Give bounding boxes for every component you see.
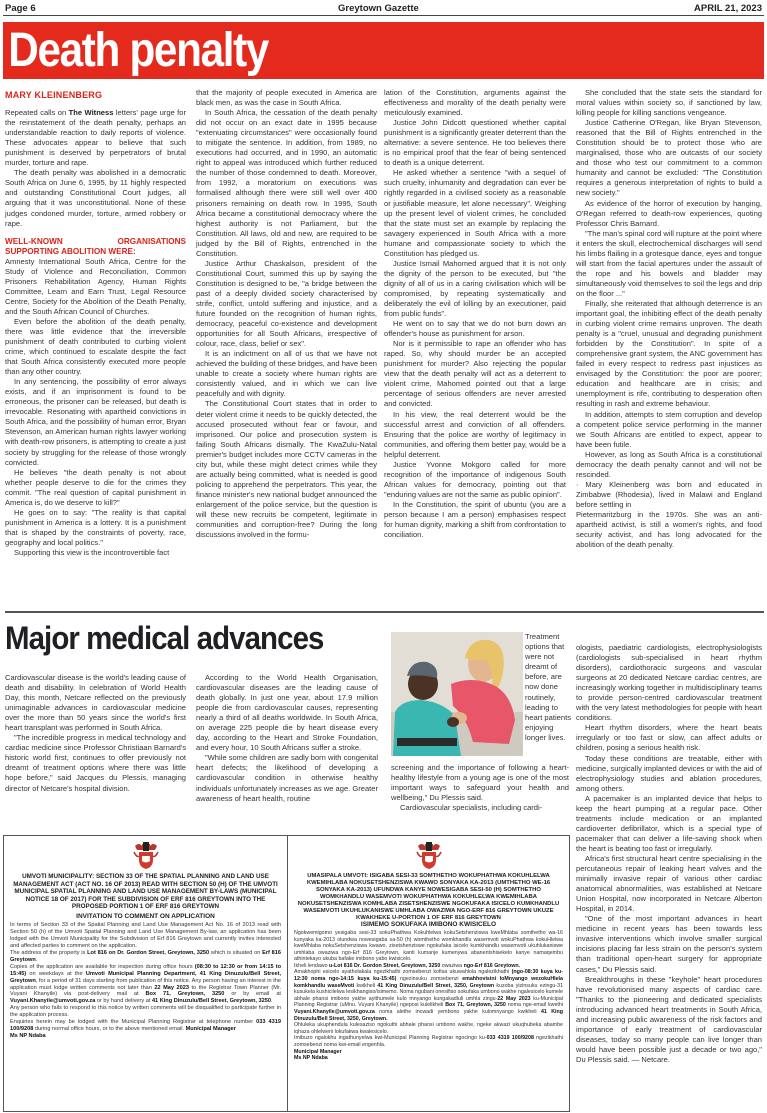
signatory-title: Municipal Manager [185, 1026, 236, 1032]
paragraph: She concluded that the state sets the standard for moral values within society so, if sanctioned by law, killing people for killing sanctions vengeance. [576, 88, 762, 118]
section-divider [5, 611, 764, 613]
paragraph: He went on to say that we do not burn down an offender's house as punishment for arson. [384, 319, 566, 339]
paragraph: Justice Yvonne Mokgoro called for more recognition of the importance of indigenous South African values for democracy, pointing out that "enduring values are not the same as public opinion". [384, 459, 566, 499]
paragraph: In addition, attempts to stem corruption and develop a competent police service performing in the manner we South Africans are entitled to expect, appear to have been futile. [576, 409, 762, 449]
paragraph: Breakthroughs in these "keyhole" heart procedures have revolutionised many aspects of cardiac care. "Thanks to the pioneering and dedicated specialists introducing advanced heart treatments in South Africa, and increasing public awareness of the risk factors and importance of early treatment of cardiovascular diseases, today so many people can live longer than would have been possible just a decade or two ago," Du Plessis said. — Netcare. [576, 974, 762, 1064]
paragraph: screening and the importance of following a heart-healthy lifestyle from a young age is one of the most important ways to safeguard your health and wellbeing," Du Plessis said. [391, 763, 569, 803]
subhead: WELL-KNOWN ORGANISATIONS SUPPORTING ABOLITION WERE: [5, 236, 186, 256]
paragraph: Supporting this view is the incontrovertible fact [14, 547, 170, 557]
paragraph: As evidence of the horror of execution by hanging, O'Regan referred to death-row experiences, quoting Professor Chris Barnard. [576, 198, 762, 228]
headline-major-medical-advances: Major medical advances [5, 620, 324, 656]
notice-paragraph: In terms of Section 33 of the Spatial Planning and Land Use Management Act No. 16 of 2013 read with Section 50 (h) of the Umvoti Spatial Planning and Land Use Management By-law, an application has been lodged with the Umvoti Municipality for the Subdivision of Erf 816 Greytown and currently invites interested and affected parties to comment on the application. [10, 922, 281, 950]
paragraph: Cardiovascular specialists, including cardi- [400, 803, 543, 813]
paragraph: He asked whether a sentence "with a sequel of such cruelty, inhumanity and degradation can ever be rightly regarded in a civilised society as a reasonable or justifiable measure, let alone necessary". Weighing up the present level of violent crimes, he concluded that the state must set an example by replacing the savagery experienced in South Africa with a more humane and compassionate society to which the Constitution has pledged us. [384, 168, 566, 258]
byline: MARY KLEINENBERG [5, 90, 103, 100]
headline-death-penalty: Death penalty [8, 24, 269, 77]
notice-paragraph: Copies of the application are available for inspection during office hours (08:30 to 12:30 or from 14:15 to 15:45) on weekdays at the Umvoti Municipal Planning Department, 41 King Dinuzulu/Bell Street, Greytown, for a period of 31 days starting from publication of this notice. Any person having an interest in the application must lodge written comments not later than 22 May 2023 to the Registrar Town Planner (Mr. Vuyani Khanyile) via post-delivery mail at Box 71, Greytown, 3250 or by email at Vuyani.Khanyile@umvoti.gov.za or by hand delivery at 41 King Dinuzulu/Bell Street, Greytown, 3250. [10, 963, 282, 1005]
photo-illustration [391, 632, 523, 756]
paragraph: Justice Arthur Chaskalson, president of the Constitutional Court, summed this up by saying the Constitution is designed to be, "a bridge between the past of a deeply divided society characterised by strife, conflict, untold suffering and injustice, and a future founded on the recognition of human rights, democracy, peaceful co-existence and development opportunities for all South Africans, irrespective of colour, race, class, belief or sex". [196, 258, 377, 349]
photo-nurse-and-patient [391, 632, 523, 756]
notice-title: UMASIPALA UMVOTI: ISIGABA SESI-33 SOMTHETHO WOKUPHATHWA KOKUHLELWA KWEMIHLABA NOKUSETSHENZISWA KWAWO SONYAKA KA-2013 (UMTHETHO WE-16 SONYAKA KA-2013) UFUNDWA KANYE NOWESIGABA SESI-50 (H) SOMTHETHO WOMKHANDLU WASEMVOTI WOKUPHATHWA KOKUHLELWA KWEMIHLABA NOKUSETSHENZISWA KOMHLABA ZISETSHENZISWE NGOKUFAKA ISICELO KUMKHANDLU WASEMVOTI UKUHLUKANISWE UMHLABA OWAZIWA NGO-ERF 816 GREYTOWN UKUZE KWAKHEKE U-PORTION 1 OF ERF 816 GREYTOWN [297, 873, 560, 921]
paragraph: In South Africa, the cessation of the death penalty did not occur on an exact date in 1995 because "extenuating circumstances" were occasionally found to mitigate the sentence. In addition, from 1989, no executions had occurred, and in 1990, an automatic right to appeal was introduced which further reduced the number of those condemned to death. Moreover, from 1992, a moratorium on executions was formalised although there were still well over 400 prisoners remaining on death row. In 1995, South Africa became a constitutional democracy where the highest authority is not Parliament, but the Constitution. All laws, old and new, are required to be judged by the Bill of Rights, entrenched in the Constitution. [196, 108, 377, 258]
article1-column-3 [384, 88, 566, 540]
municipal-notice-zulu [287, 835, 570, 1112]
signatory-name: Ms NP Ndaba [294, 1055, 328, 1062]
paragraph: Africa's first structural heart centre specialising in the percutaneous repair of leaking heart valves and the minimally invasive repair of various other cardiac anatomical abnormalities, was established at Netcare Union Hospital, now incorporated in Netcare Alberton Hospital, in 2014. [576, 853, 762, 914]
article2-column-1 [5, 673, 186, 794]
notice-subtitle: ISIMEMO SOKUFAKA IMIBONO KWISICELO [360, 921, 497, 928]
paragraph: It is an indictment on all of us that we have not achieved the building of these bridges, and have been unable to create a society where human rights are consistently valued, and in which we can live peacefully and with dignity. [196, 349, 377, 399]
paragraph: Cardiovascular disease is the world's leading cause of death and disability. In celebration of World Health Day, this month, Netcare reflected on the previously unimaginable advances in cardiovascular medicine over the more than 50 years since the world's first heart transplant was performed in South Africa. [5, 673, 186, 733]
paragraph: He believes "the death penalty is not about whether people deserve to die for the crimes they commit. "The real question of capital punishment in America is, do we deserve to kill?" [5, 467, 186, 507]
article1-column-4 [576, 88, 762, 550]
paragraph: Repeated calls on The Witness letters' page urge for the reinstatement of the death penalty, perhaps an understandable reaction to daily reports of violence. These advocates appear to believe that such punishment is deserved by perpetrators of brutal murder, torture and rape. [5, 108, 186, 168]
notice-paragraph: Ngokwemigomo yesigaba sesi-33 sokuPhathwa Kokuhlelwa kokuSetshenziswa kweMhlaba somthetho wa-16 kunyaka ka-2013 olundwa nowesigaba sa-50 (h) womthetho womkhandlu wasemvoti wokuPhathwa kokuHlelwa kweMhlaba nokuSetshenziswa kwawo, zisetshenziswe ngokufaka isicelo kumkhandlu wasemvoti ukuhlukaniswe umhlaba owaziwa ngo-Erf 816 Greytown, kanti kumanje kumenywa abanentshisekelo kanye namaqembu athintekayo ukuba bafake imibono yabo kwisicelo. [294, 929, 563, 963]
notice-paragraph: Enquiries herein may be lodged with the Municipal Planning Registrar at telephone number 033 4319 100/9208 during normal office hours, or to the above mentioned email. Municipal Manager [10, 1019, 281, 1032]
notice-body [294, 930, 563, 1062]
article2-column-4 [576, 643, 762, 1065]
paragraph: The death penalty was abolished in a democratic South Africa on June 6, 1995, by 11 highly respected and outstanding Constitutional Court judges, all arguing that it was unconstitutional. None of these judges condoned murder, torture, armed robbery or rape. [5, 168, 186, 228]
headline-banner [3, 22, 764, 79]
paragraph: Finally, she reiterated that although deterrence is an important goal, the inhibiting effect of the death penalty in curbing violent crime remains unproven. The death penalty is a "cruel, unusual and degrading punishment forbidden by the Constitution". In spite of a comprehensive grant system, the ANC government has failed in every respect to redress past injustices as envisaged by the Constitution: the poor are poorer; education and healthcare are in crisis; and unemployment is rife, contributing to desperation often resulting in rash and extreme behaviour. [576, 298, 762, 409]
email-link[interactable]: Vuyani.Khanyile@umvoti.gov.za [294, 1009, 375, 1016]
paragraph: Heart rhythm disorders, where the heart beats irregularly or too fast or slow, can affect adults or children, posing a serious health risk. [576, 723, 762, 753]
paragraph: According to the World Health Organisation, cardiovascular diseases are the leading cause of death globally. In just one year, about 17.9 million people die from cardiovascular causes, representing nearly a third of all deaths worldwide. In South Africa, on average 225 people die by heart disease every day, according to the Heart and Stroke Foundation, and every hour, 10 South Africans suffer a stroke. [196, 673, 378, 753]
page-number: Page 6 [5, 3, 36, 14]
paragraph: In any sentencing, the possibility of error always exists, and if an imprisonment is found to be erroneous, the prisoner can be released, but death is irrevocable. Resonating with apartheid convictions in South Africa, and the possibility of human error, Bryan Stevenson, an American human rights lawyer working with death-row prisoners, is attempting to create a just society by struggling for the release of those wrongly convicted. [5, 377, 186, 467]
paragraph: "While some children are sadly born with congenital heart defects; the likelihood of developing a cardiovascular condition in otherwise healthy individuals unfortunately increases as we age. Greater awareness of heart health, routine [196, 753, 378, 803]
issue-date: APRIL 21, 2023 [694, 3, 762, 14]
paragraph: Justice Ismail Mahomed argued that it is not only the dignity of the person to be executed, but "the dignity of all of us in a caring civilisation which will be compromised, by repeating systematically and deliberately the evil of killing by an executioner, paid from public funds". [384, 258, 566, 319]
notice-paragraph: The address of the property is Lot 816 on Dr. Gordon Street, Greytown, 3250 which is situated on Erf 816 Greytown. [10, 950, 281, 963]
notice-paragraph: Ohluleka ukuphendula kulesaziso ngokuthi abhale phansi umbono wakhe, ngeke akwazi ukuqhubeka abambe iqhaza ohlelweni lokufakwa kwalesicelo. [294, 1022, 563, 1035]
signatory-title: Municipal Manager [294, 1048, 342, 1055]
email-link[interactable]: Vuyani.Khanyile@umvoti.gov.za [10, 998, 96, 1005]
paragraph: Even before the abolition of the death penalty, there was little evidence that the irreversible punishment of death contributed to curbing violent crime, which continued to escalate despite the fact that South Africa consistently executed more people than any other country. [5, 316, 186, 377]
author-bio: · Mary Kleinenberg was born and educated in Zimbabwe (Rhodesia), lived in Malawi and England before settling in [576, 479, 762, 509]
paragraph: However, as long as South Africa is a constitutional democracy the death penalty cannot and will not be rescinded. [576, 449, 762, 479]
author-bio: Pietermaritzburg in the 1970s. She was an anti-apartheid activist, is still a women's rights, and food security activist, and has long advocated for the abolition of the death penalty. [576, 509, 762, 550]
notice-paragraph: Imibuzo ngalokhu ingathunyelwa kwi-Municipal Planning Registrar ngocingo ku-033 4319 100/9208 ngezikhathi zomsebenzi noma kwi-email engenhla. [294, 1035, 563, 1048]
publication-name: The Witness [68, 108, 114, 118]
paragraph: "The man's spinal cord will rupture at the point where it enters the skull, electrochemical discharges will send his limbs flailing in a grotesque dance, eyes and tongue will start from the facial apertures under the assault of the rope and his bowels and bladder may simultaneously void themselves to soil the legs and drip on the floor ..." [576, 228, 762, 298]
paragraph: Justice John Didcott questioned whether capital punishment is a significantly greater deterrent than the alternative: a severe sentence. He too believes there is no empirical proof that the fear of being sentenced to death is a unique deterrent. [384, 118, 566, 168]
paragraph: The Constitutional Court states that in order to deter violent crime it needs to be quickly detected, the accused prosecuted without fear or favour, and imprisoned. Our police and prosecution system is failing South Africans dismally. The KwaZulu-Natal premier's budget includes more CCTV cameras in the city but, while these might detect crimes while they are actually being committed, what is needed is good policing to apprehend the perpetrators. This year, the finance minister's new national budget announced the enlargement of the police service, but the question is will these new recruits be competent, legitimate in communities and corruption-free? During the long discussions involved in the formu- [196, 399, 377, 540]
notice-title: UMVOTI MUNICIPALITY: SECTION 33 OF THE SPATIAL PLANNING AND LAND USE MANAGEMENT ACT (ACT NO. 16 OF 2013) READ WITH SECTION 50 (H) OF THE UMVOTI MUNICIPAL SPATIAL PLANNING AND LAND USE MANAGEMENT BY-LAWS (MUNICIPAL NOTICE 18 OF 2017) FOR THE SUBDIVISION OF ERF 816 GREYTOWN INTO THE PROPOSED PORTION 1 OF ERF 816 GREYTOWN [13, 873, 278, 910]
paragraph: He goes on to say: "The reality is that capital punishment in America is a lottery. It is a punishment that is shaped by the constraints of poverty, race, geography and local politics." [5, 507, 186, 547]
municipal-crest-icon [416, 840, 442, 870]
paragraph: A pacemaker is an implanted device that helps to keep the heart pumping at a regular pace. Other treatments include medication or an implanted cardioverter defibrillator, which is a special type of pacemaker that can deliver a life-saving shock when the heart is beating too fast or irregularly. [576, 793, 762, 853]
article1-column-1 [5, 90, 186, 558]
paragraph: In the Constitution, the spirit of ubuntu (you are a person because I am a person) emphasises respect for human dignity, marking a shift from confrontation to conciliation. [384, 499, 566, 540]
municipal-crest-icon [133, 840, 159, 870]
article1-column-2 [196, 88, 377, 540]
photo-caption: Treatment options that were not dreamt of before, are now done routinely, leading to heart patients enjoying longer lives. [525, 632, 572, 742]
masthead [3, 2, 764, 16]
article2-column-2 [196, 673, 378, 804]
notice-subtitle: INVITATION TO COMMENT ON APPLICATION [76, 912, 215, 920]
notice-paragraph: Any person who fails to respond to this notice by written comments will be disqualified to participate further in the application process. [10, 1005, 281, 1019]
signatory-name: Ms NP Ndaba [10, 1032, 46, 1039]
paragraph: that the majority of people executed in America are black men, as was the case in South Africa. [196, 88, 377, 108]
paragraph: Amnesty International South Africa, Centre for the Study of Violence and Reconciliation, Common Prisoners Rehabilitation Agency, Human Rights Committee, Learn and Earn Trust, Legal Resource Centre, Society for the Abolition of the Death Penalty, and the South African Council of Churches. [5, 256, 186, 316]
paragraph: Justice Catherine O'Regan, like Bryan Stevenson, reasoned that the Bill of Rights entrenched in the Constitution should be to protect those who are marginalised, those who are outcasts of our society and those who test our commitment to a common humanity and cannot be excluded: "The Constitution requires a generous interpretation of rights to build a new society." [576, 118, 762, 198]
paragraph: In his view, the real deterrent would be the successful arrest and conviction of all offenders. Ensuring that the police are worthy of legitimacy in communities, and offering them better pay, would be a helpful deterrent. [384, 409, 566, 459]
paragraph: Today these conditions are treatable, either with medicine, surgically implanted devices or with the aid of electrophysiology studies and ablation procedures, among others. [576, 753, 762, 793]
paragraph: "The incredible progress in medical technology and cardiac medicine since Professor Christiaan Barnard's historic world first, continues to offer previously not dreamt of treatment options where there was little hope before," said Jacques du Plessis, managing director of Netcare's hospital division. [5, 733, 186, 793]
municipal-notice-english [3, 835, 288, 1112]
paragraph: lation of the Constitution, arguments against the effectiveness and morality of the death penalty were meticulously examined. [384, 88, 566, 118]
paragraph: Nor is it permissible to rape an offender who has raped. So, why should murder be an accepted punishment for murder? Also rejecting the popular view that the death penalty will act as a deterrent to violent crime, Mahomed pointed out that a large percentage of serious offenders are never arrested and convicted. [384, 339, 566, 409]
newspaper-name: Greytown Gazette [338, 3, 419, 14]
paragraph: ologists, paediatric cardiologists, electrophysiologists (cardiologists sub-specialised in heart rhythm disorders), cardiothoracic surgeons and vascular surgeons at 20 dedicated Netcare cardiac centres, are increasingly working together in multidisciplinary teams to provide person-centred cardiovascular treatment with the very latest methodologies for people with heart conditions. [576, 643, 762, 723]
article2-column-3 [391, 763, 569, 813]
notice-paragraph: Amakhophi esicelo ayatholakala ngezikhathi zomsebenzi kofisa ukuwahlola ngalezikhathi (ngo-08:30 kuya ku-12:30 noma ngo-14:15 kuya ku-15:45) ngezinsuku zomsebenzi emahhovisini loMnyango wezokuHlela komkhandlu waseMvoti kwikheli 41 King Dinuzulu/Bell Street, 3250, Greytown kuzoba yizinsuku ezingu-31 kusukela kushicilelwa lesikhangiso/isimemo. Noma ngubani onesifiso sokufaka umbono wakhe ngalesicelo kumele abhale phansi imibono yakhe ayithumele kulo mnyango kungakadluli umhla zingu-22 May 2023 ku-Municipal Planning Registrar (uMnu. Vuyani Khanyile) ngeposi kulelikheli Box 71, Greytown, 3250 noma nge-email kwethi Vuyani.Khanyile@umvoti.gov.za noma alethe incwadi yembono yakhe kulomnyango kwikheli 41 King Dinuzulu/Bell Street, 3250, Greytown. [294, 969, 564, 1022]
paragraph: "One of the most important advances in heart medicine in recent years has been towards less invasive interventions which involve smaller surgical incisions placing far less strain on the person's system than traditional open-heart surgery for appropriate cases," Du Plessis said. [576, 914, 762, 974]
notice-paragraph: Ikheli lendawo u-Lot 816 Dr. Gordon Street, Greytown, 3250 owaziwa ngo-Erf 816 Greytown. [294, 962, 521, 969]
